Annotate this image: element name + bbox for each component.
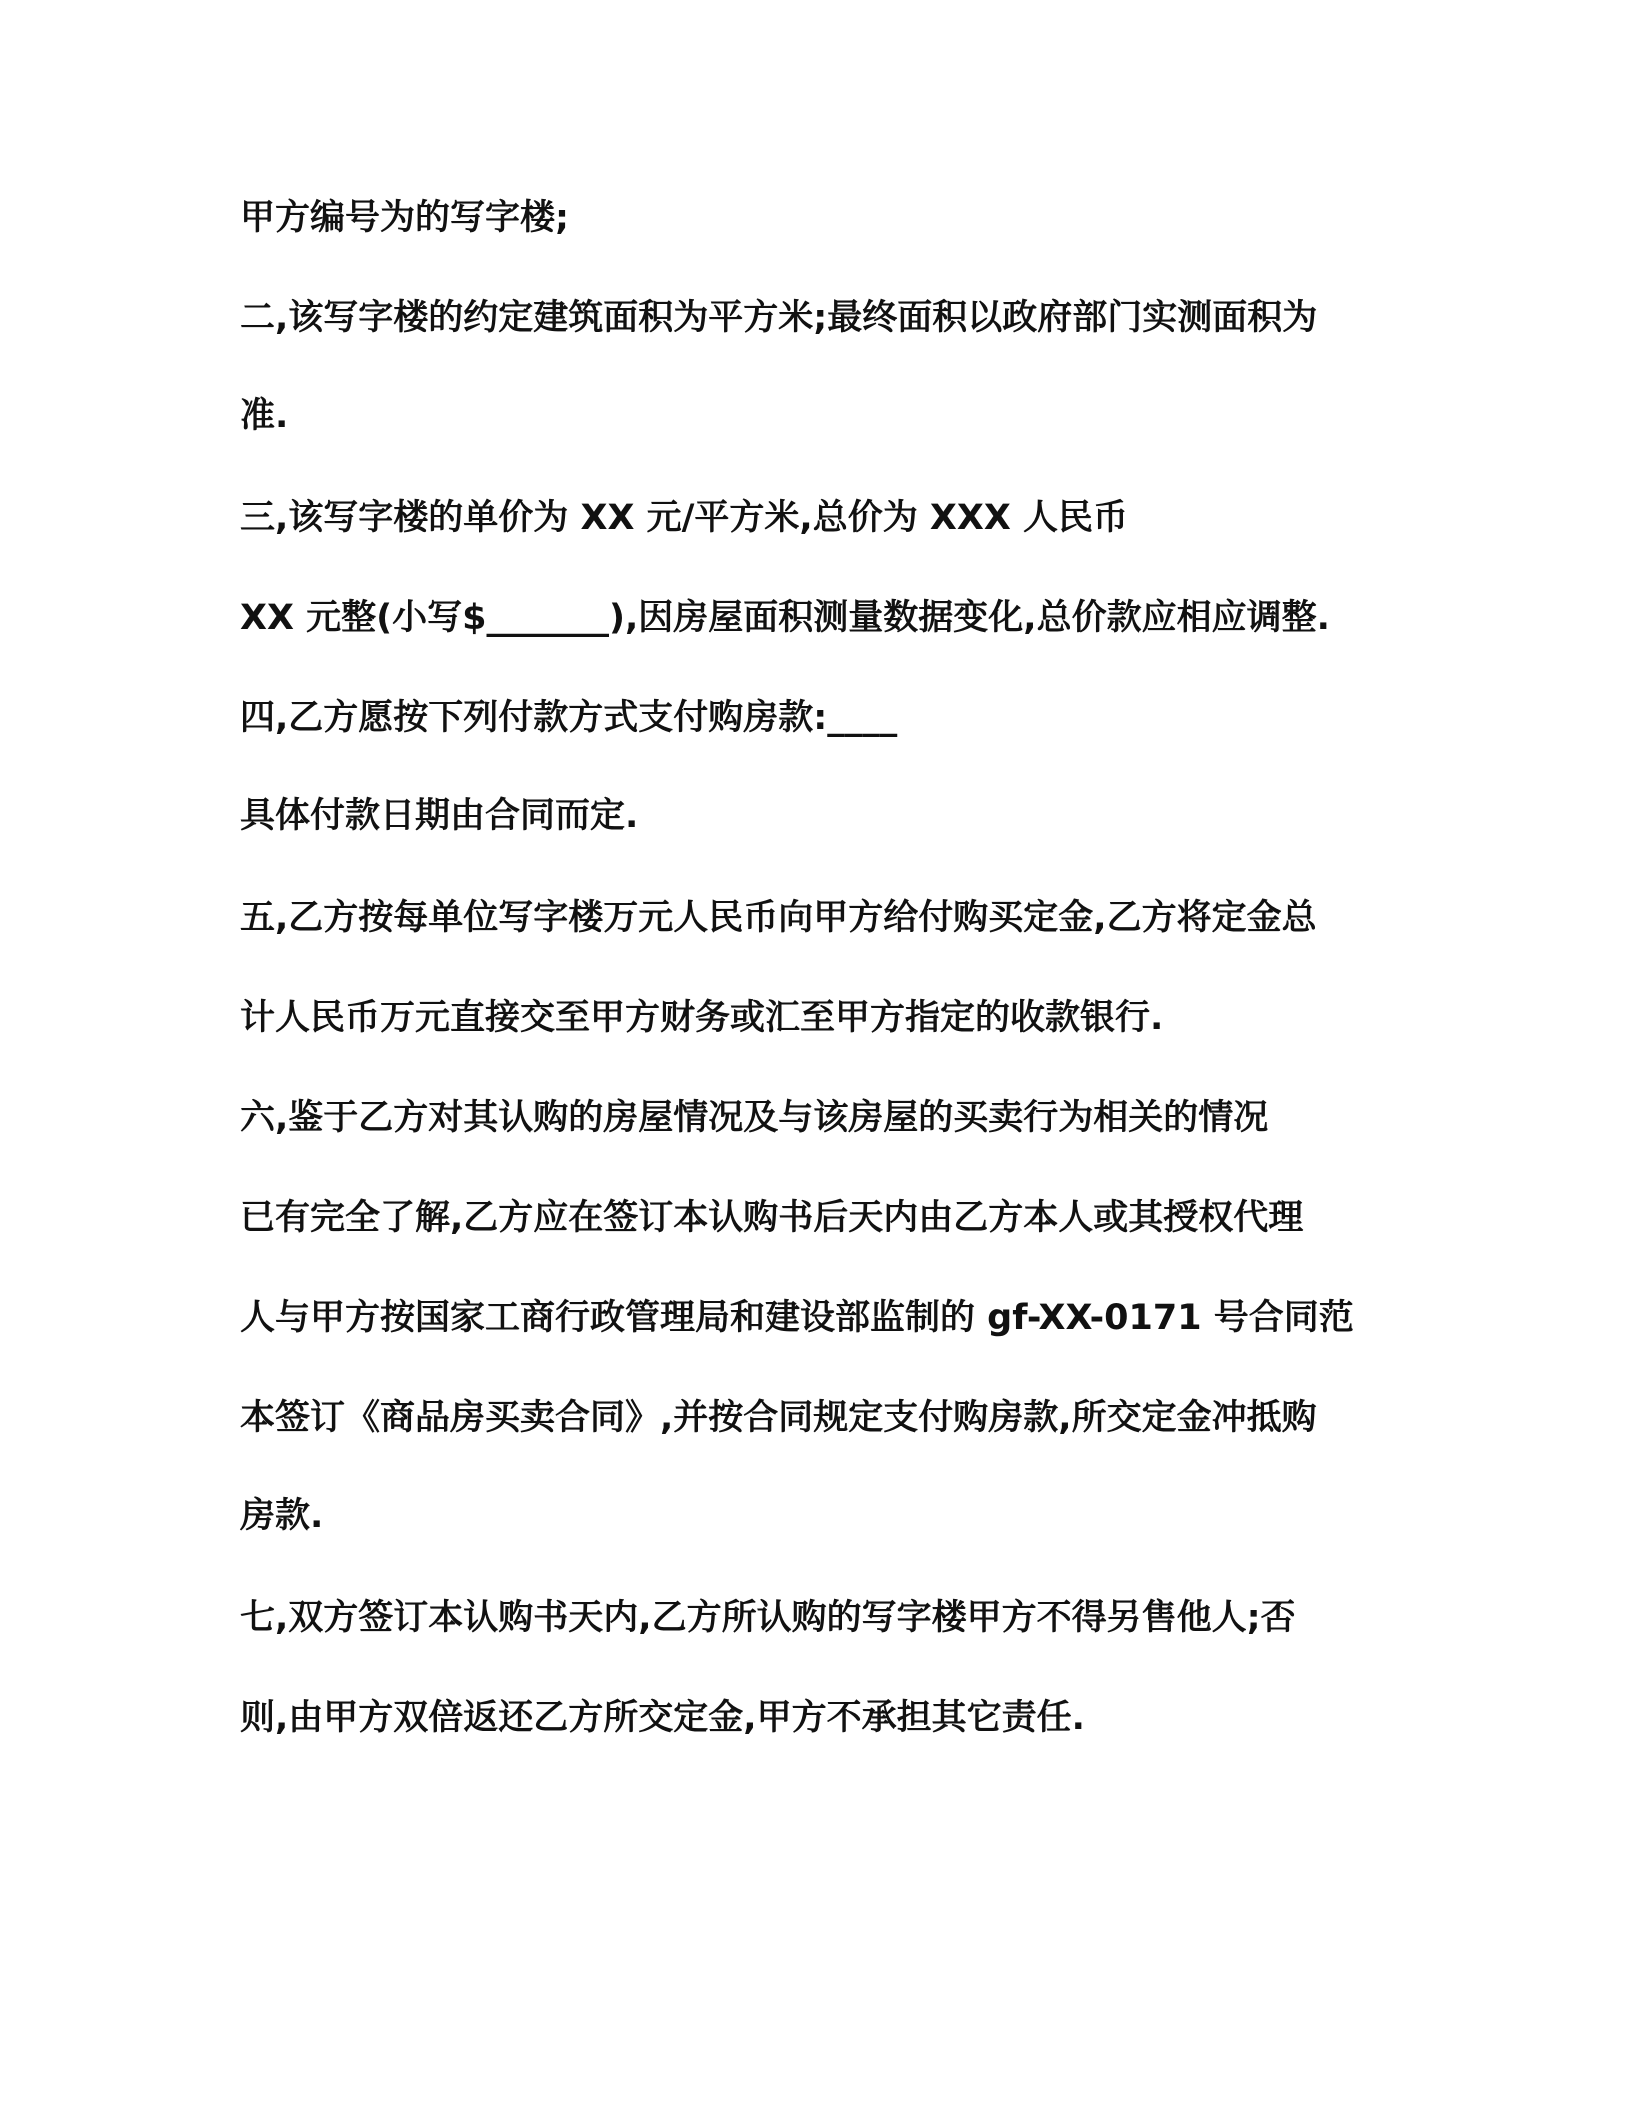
text-line-8: 五,乙方按每单位写字楼万元人民币向甲方给付购买定金,乙方将定金总: [240, 898, 1317, 938]
text-line-3: 准.: [240, 396, 289, 436]
text-line-16: 则,由甲方双倍返还乙方所交定金,甲方不承担其它责任.: [240, 1698, 1085, 1738]
text-line-7: 具体付款日期由合同而定.: [240, 796, 639, 836]
text-line-2: 二,该写字楼的约定建筑面积为平方米;最终面积以政府部门实测面积为: [240, 298, 1318, 338]
text-line-15: 七,双方签订本认购书天内,乙方所认购的写字楼甲方不得另售他人;否: [240, 1598, 1296, 1638]
text-line-10: 六,鉴于乙方对其认购的房屋情况及与该房屋的买卖行为相关的情况: [240, 1098, 1269, 1138]
text-line-14: 房款.: [240, 1496, 324, 1536]
text-line-4: 三,该写字楼的单价为 XX 元/平方米,总价为 XXX 人民币: [240, 498, 1129, 538]
text-line-6: 四,乙方愿按下列付款方式支付购房款:____: [240, 698, 898, 738]
text-line-11: 已有完全了解,乙方应在签订本认购书后天内由乙方本人或其授权代理: [240, 1198, 1304, 1238]
text-line-12: 人与甲方按国家工商行政管理局和建设部监制的 gf-XX-0171 号合同范: [240, 1298, 1354, 1338]
text-line-13: 本签订《商品房买卖合同》,并按合同规定支付购房款,所交定金冲抵购: [240, 1398, 1317, 1438]
text-line-9: 计人民币万元直接交至甲方财务或汇至甲方指定的收款银行.: [240, 998, 1164, 1038]
text-line-1: 甲方编号为的写字楼;: [240, 198, 569, 238]
text-line-5: XX 元整(小写$_______),因房屋面积测量数据变化,总价款应相应调整.: [240, 598, 1330, 638]
